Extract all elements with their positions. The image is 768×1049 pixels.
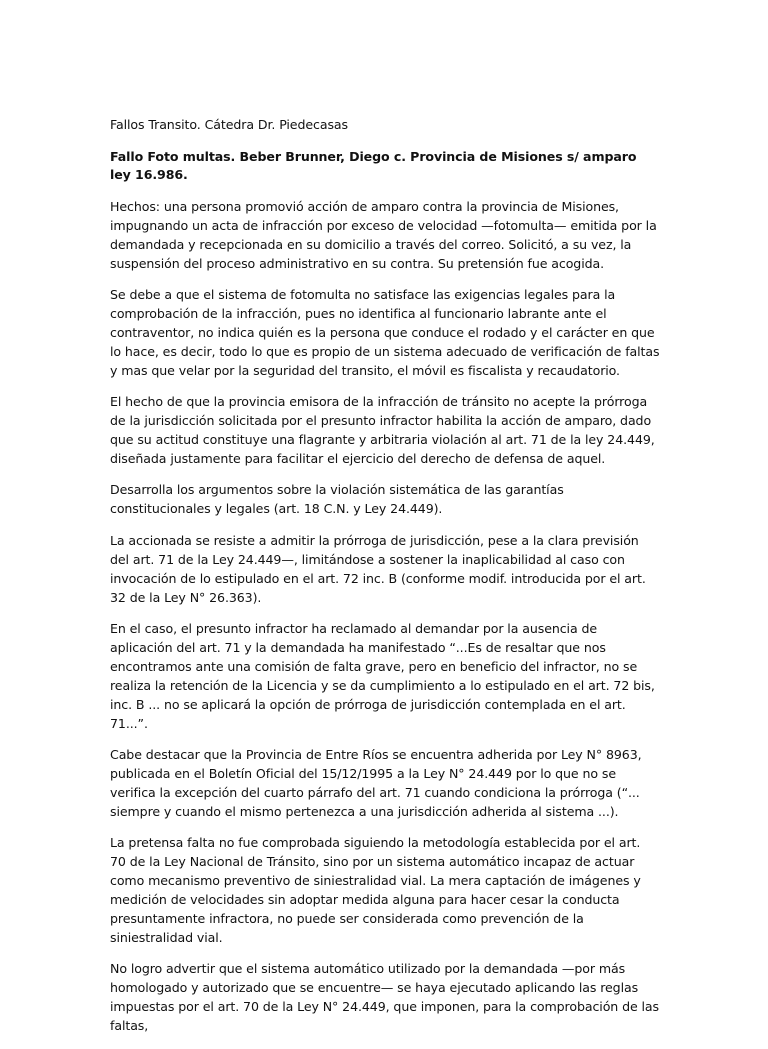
paragraph-hechos: Hechos: una persona promovió acción de amparo contra la provincia de Misiones, impugnando un acta de infracción por exceso de velocidad —fotomulta— emitida por la demandada y recepcionada en su domicilio a través del correo. Solicitó, a su vez, la suspensión del proceso administrativo en su contra. Su pretensión fue acogida. bbox=[110, 198, 657, 271]
paragraph-pretensa-falta: La pretensa falta no fue comprobada siguiendo la metodología establecida por el art. 70 de la Ley Nacional de Tránsito, sino por un sistema automático incapaz de actuar como mecanismo preventivo de siniestralidad vial. La mera captación de imágenes y medición de velocidades sin adoptar medida alguna para hacer cesar la conducta presuntamente infractora, no puede ser considerada como prevención de la siniestralidad vial. bbox=[110, 835, 641, 945]
paragraph-caso: En el caso, el presunto infractor ha reclamado al demandar por la ausencia de aplicación del art. 71 y la demandada ha manifestado “...Es de resaltar que nos encontramos ante una comisión de falta grave, pero en beneficio del infractor, no se realiza la retención de la Licencia y se da cumplimiento a lo estipulado en el art. 72 bis, inc. B ... no se aplicará la opción de prórroga de jurisdicción contemplada en el art. 71...”. bbox=[110, 621, 655, 731]
paragraph-accionada: La accionada se resiste a admitir la prórroga de jurisdicción, pese a la clara previsión del art. 71 de la Ley 24.449—, limitándose a sostener la inaplicabilidad al caso con invocación de lo estipulado en el art. 72 inc. B (conforme modif. introducida por el art. 32 de la Ley N° 26.363). bbox=[110, 532, 646, 605]
document-header: Fallos Transito. Cátedra Dr. Piedecasas bbox=[110, 117, 348, 132]
paragraph-sistema-automatico: No logro advertir que el sistema automático utilizado por la demandada —por más homologado y autorizado que se encuentre— se haya ejecutado aplicando las reglas impuestas por el art. 70 de la Ley N° 24.449, que imponen, para la comprobación de las faltas, bbox=[110, 961, 660, 1034]
paragraph-entre-rios: Cabe destacar que la Provincia de Entre Ríos se encuentra adherida por Ley N° 8963, publicada en el Boletín Oficial del 15/12/1995 a la Ley N° 24.449 por lo que no se verifica la excepción del cuarto párrafo del art. 71 cuando condiciona la prórroga (“... siempre y cuando el mismo pertenezca a una jurisdicción adherida al sistema ...). bbox=[110, 747, 642, 819]
paragraph-fotomulta: Se debe a que el sistema de fotomulta no satisface las exigencias legales para la comprobación de la infracción, pues no identifica al funcionario labrante ante el contraventor, no indica quién es la persona que conduce el rodado y el carácter en que lo hace, es decir, todo lo que es propio de un sistema adecuado de verificación de faltas y mas que velar por la seguridad del transito, el móvil es fiscalista y recaudatorio. bbox=[110, 287, 660, 378]
document-body bbox=[110, 116, 660, 1049]
paragraph-garantias: Desarrolla los argumentos sobre la violación sistemática de las garantías constitucionales y legales (art. 18 C.N. y Ley 24.449). bbox=[110, 482, 564, 517]
document-title: Fallo Foto multas. Beber Brunner, Diego c. Provincia de Misiones s/ amparo ley 16.986. bbox=[110, 148, 637, 183]
paragraph-prorroga: El hecho de que la provincia emisora de la infracción de tránsito no acepte la prórroga de la jurisdicción solicitada por el presunto infractor habilita la acción de amparo, dado que su actitud constituye una flagrante y arbitraria violación al art. 71 de la ley 24.449, diseñada justamente para facilitar el ejercicio del derecho de defensa de aquel. bbox=[110, 394, 655, 466]
